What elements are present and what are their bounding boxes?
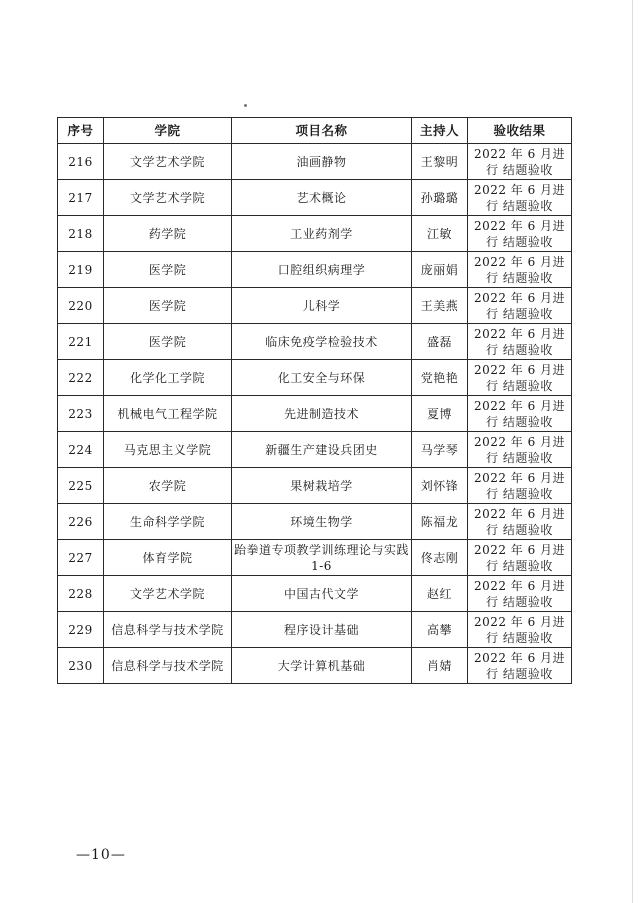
cell-seq: 223 [58, 396, 104, 432]
cell-project: 化工安全与环保 [232, 360, 412, 396]
cell-host: 刘怀锋 [412, 468, 468, 504]
cell-result: 2022 年 6 月进行 结题验收 [468, 360, 572, 396]
cell-college: 文学艺术学院 [104, 144, 232, 180]
table-row [58, 180, 572, 216]
scan-speck [244, 104, 247, 107]
table-row [58, 216, 572, 252]
cell-result: 2022 年 6 月进行 结题验收 [468, 216, 572, 252]
table-row [58, 432, 572, 468]
cell-seq: 229 [58, 612, 104, 648]
cell-host: 陈福龙 [412, 504, 468, 540]
cell-host: 夏博 [412, 396, 468, 432]
cell-project: 环境生物学 [232, 504, 412, 540]
cell-college: 生命科学学院 [104, 504, 232, 540]
cell-project: 跆拳道专项教学训练理论与实践 1-6 [232, 540, 412, 576]
cell-result: 2022 年 6 月进行 结题验收 [468, 288, 572, 324]
cell-seq: 224 [58, 432, 104, 468]
cell-college: 马克思主义学院 [104, 432, 232, 468]
table-row [58, 360, 572, 396]
cell-college: 农学院 [104, 468, 232, 504]
table-row [58, 324, 572, 360]
cell-host: 高攀 [412, 612, 468, 648]
cell-seq: 218 [58, 216, 104, 252]
cell-host: 孙璐璐 [412, 180, 468, 216]
cell-result: 2022 年 6 月进行 结题验收 [468, 468, 572, 504]
cell-seq: 217 [58, 180, 104, 216]
cell-college: 文学艺术学院 [104, 576, 232, 612]
cell-seq: 227 [58, 540, 104, 576]
cell-college: 化学化工学院 [104, 360, 232, 396]
cell-seq: 222 [58, 360, 104, 396]
cell-project: 程序设计基础 [232, 612, 412, 648]
table-header-row [58, 118, 572, 144]
cell-host: 佟志刚 [412, 540, 468, 576]
cell-college: 体育学院 [104, 540, 232, 576]
header-result: 验收结果 [468, 118, 572, 144]
cell-result: 2022 年 6 月进行 结题验收 [468, 144, 572, 180]
cell-result: 2022 年 6 月进行 结题验收 [468, 504, 572, 540]
table-body [58, 144, 572, 684]
cell-project: 先进制造技术 [232, 396, 412, 432]
header-project: 项目名称 [232, 118, 412, 144]
cell-college: 医学院 [104, 324, 232, 360]
cell-college: 医学院 [104, 252, 232, 288]
cell-result: 2022 年 6 月进行 结题验收 [468, 396, 572, 432]
cell-host: 党艳艳 [412, 360, 468, 396]
cell-host: 马学琴 [412, 432, 468, 468]
cell-seq: 228 [58, 576, 104, 612]
cell-project: 工业药剂学 [232, 216, 412, 252]
table-row [58, 612, 572, 648]
table-row [58, 648, 572, 684]
cell-seq: 226 [58, 504, 104, 540]
cell-seq: 216 [58, 144, 104, 180]
cell-host: 肖婧 [412, 648, 468, 684]
table-row [58, 576, 572, 612]
cell-host: 赵红 [412, 576, 468, 612]
header-college: 学院 [104, 118, 232, 144]
cell-project: 儿科学 [232, 288, 412, 324]
table-row [58, 504, 572, 540]
cell-result: 2022 年 6 月进行 结题验收 [468, 432, 572, 468]
cell-seq: 221 [58, 324, 104, 360]
table-row [58, 540, 572, 576]
page-number: —10— [76, 847, 126, 863]
header-host: 主持人 [412, 118, 468, 144]
cell-college: 信息科学与技术学院 [104, 612, 232, 648]
cell-host: 王美燕 [412, 288, 468, 324]
table-row [58, 252, 572, 288]
cell-project: 新疆生产建设兵团史 [232, 432, 412, 468]
cell-result: 2022 年 6 月进行 结题验收 [468, 648, 572, 684]
cell-result: 2022 年 6 月进行 结题验收 [468, 576, 572, 612]
cell-result: 2022 年 6 月进行 结题验收 [468, 252, 572, 288]
cell-result: 2022 年 6 月进行 结题验收 [468, 180, 572, 216]
cell-project: 临床免疫学检验技术 [232, 324, 412, 360]
table-row [58, 288, 572, 324]
scan-edge-line [632, 0, 633, 903]
cell-host: 盛磊 [412, 324, 468, 360]
cell-seq: 230 [58, 648, 104, 684]
cell-project: 果树栽培学 [232, 468, 412, 504]
cell-result: 2022 年 6 月进行 结题验收 [468, 540, 572, 576]
cell-result: 2022 年 6 月进行 结题验收 [468, 612, 572, 648]
cell-seq: 220 [58, 288, 104, 324]
cell-seq: 225 [58, 468, 104, 504]
cell-college: 信息科学与技术学院 [104, 648, 232, 684]
cell-host: 江敏 [412, 216, 468, 252]
acceptance-results-table [57, 117, 572, 684]
cell-host: 王黎明 [412, 144, 468, 180]
cell-host: 庞丽娟 [412, 252, 468, 288]
cell-result: 2022 年 6 月进行 结题验收 [468, 324, 572, 360]
header-seq: 序号 [58, 118, 104, 144]
cell-project: 艺术概论 [232, 180, 412, 216]
table-row [58, 144, 572, 180]
cell-project: 中国古代文学 [232, 576, 412, 612]
table-row [58, 468, 572, 504]
cell-college: 医学院 [104, 288, 232, 324]
cell-college: 机械电气工程学院 [104, 396, 232, 432]
cell-project: 口腔组织病理学 [232, 252, 412, 288]
cell-college: 药学院 [104, 216, 232, 252]
cell-project: 油画静物 [232, 144, 412, 180]
cell-seq: 219 [58, 252, 104, 288]
cell-project: 大学计算机基础 [232, 648, 412, 684]
cell-college: 文学艺术学院 [104, 180, 232, 216]
table-row [58, 396, 572, 432]
